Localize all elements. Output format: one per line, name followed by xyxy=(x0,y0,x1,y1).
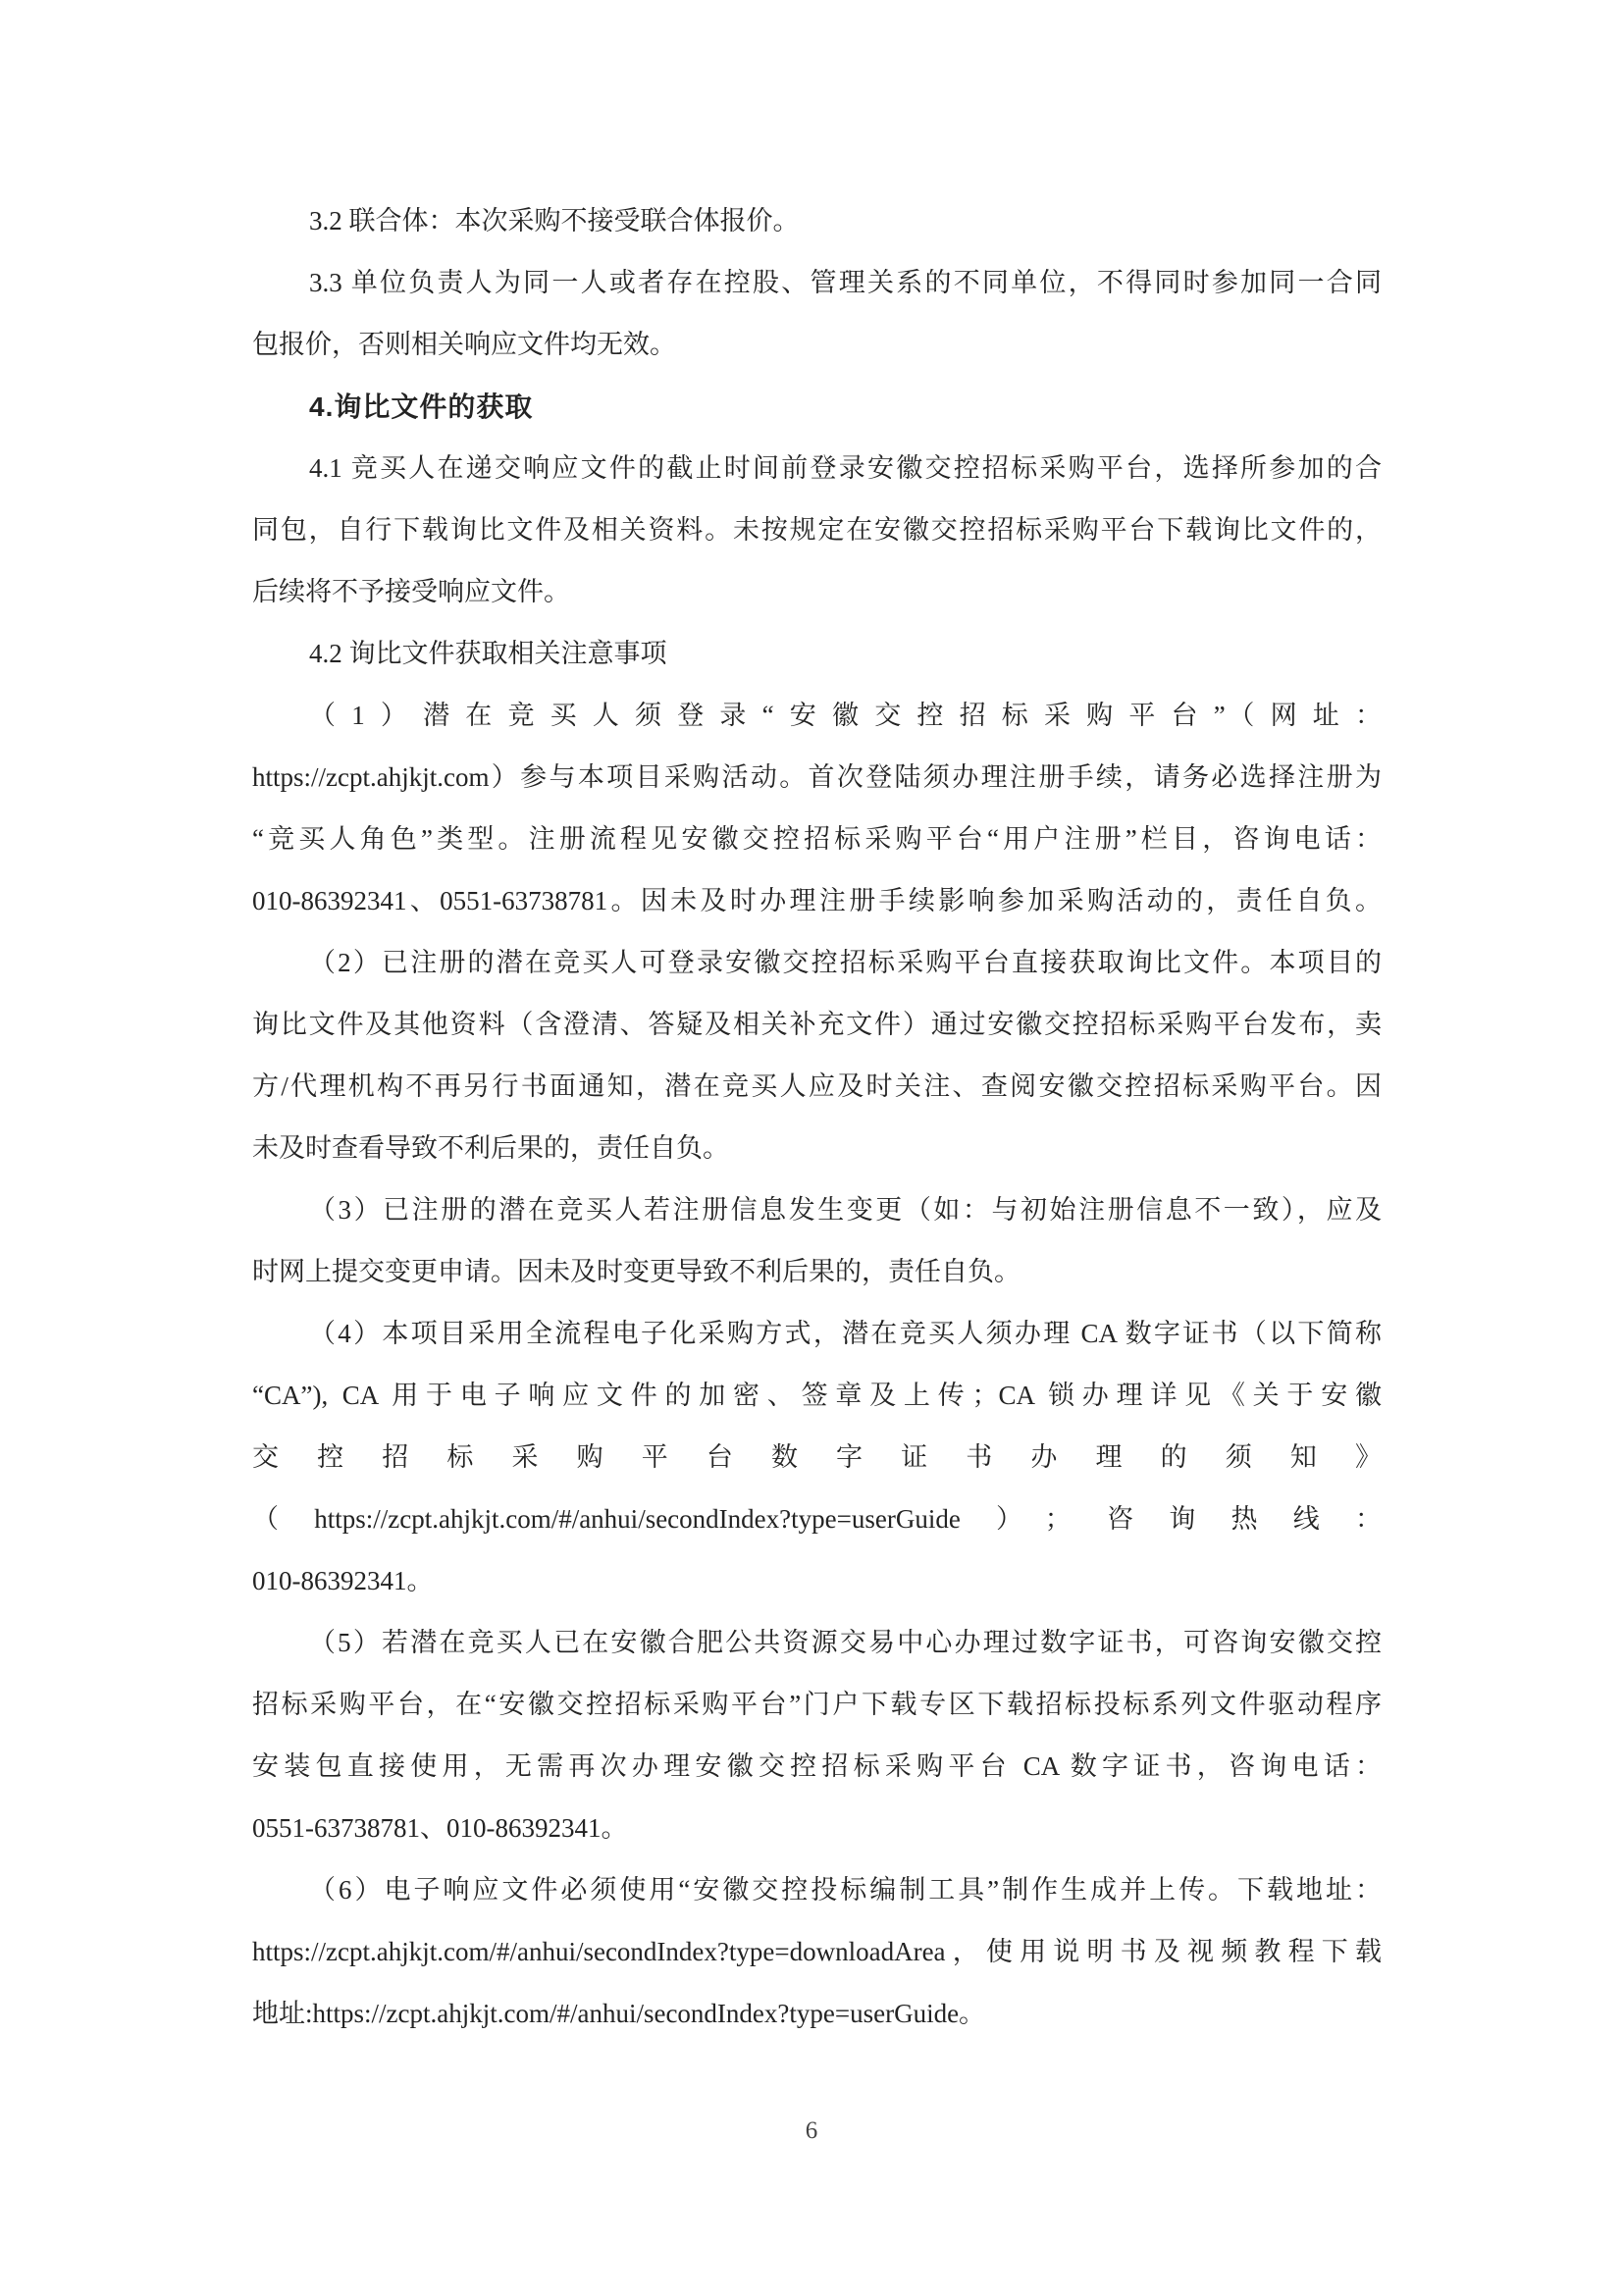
text-line-phone: 010-86392341。 xyxy=(252,1566,434,1595)
text-line-url: （https://zcpt.ahjkjt.com/#/anhui/secondIndex?type=userGuide）；咨询热线： xyxy=(252,1504,1382,1534)
text-line-url: https://zcpt.ahjkjt.com）参与本项目采购活动。首次登陆须办理注册手续，请务必选择注册为 xyxy=(252,762,1382,792)
text-line-item-5: （5）若潜在竞买人已在安徽合肥公共资源交易中心办理过数字证书，可咨询安徽交控 xyxy=(309,1628,1382,1657)
text-line: 交控招标采购平台数字证书办理的须知》 xyxy=(252,1442,1382,1472)
text-line-item-2: （2）已注册的潜在竞买人可登录安徽交控招标采购平台直接获取询比文件。本项目的 xyxy=(309,948,1382,977)
text-line-url: https://zcpt.ahjkjt.com/#/anhui/secondIndex?type=downloadArea，使用说明书及视频教程下载 xyxy=(252,1937,1382,1966)
text-line-item-6: （6）电子响应文件必须使用“安徽交控投标编制工具”制作生成并上传。下载地址： xyxy=(309,1875,1382,1905)
document-body xyxy=(252,190,1382,2045)
text-line: 时网上提交变更申请。因未及时变更导致不利后果的，责任自负。 xyxy=(252,1257,1021,1286)
text-line-item-4: （4）本项目采用全流程电子化采购方式，潜在竞买人须办理 CA 数字证书（以下简称 xyxy=(309,1319,1382,1348)
text-line-clause-4-2: 4.2 询比文件获取相关注意事项 xyxy=(309,639,667,668)
text-line: 包报价，否则相关响应文件均无效。 xyxy=(252,330,676,359)
text-line-clause-3-3: 3.3 单位负责人为同一人或者存在控股、管理关系的不同单位，不得同时参加同一合同 xyxy=(309,268,1382,297)
text-line-phone: 010-86392341、0551-63738781。因未及时办理注册手续影响参加采购活动的，责任自负。 xyxy=(252,886,1382,915)
section-heading-4: 4.询比文件的获取 xyxy=(309,391,534,422)
text-line: 安装包直接使用，无需再次办理安徽交控招标采购平台 CA 数字证书，咨询电话： xyxy=(252,1751,1382,1781)
text-line: 未及时查看导致不利后果的，责任自负。 xyxy=(252,1133,729,1163)
text-line: 方/代理机构不再另行书面通知，潜在竞买人应及时关注、查阅安徽交控招标采购平台。因 xyxy=(252,1071,1382,1101)
page-number: 6 xyxy=(805,2117,818,2144)
text-line: 询比文件及其他资料（含澄清、答疑及相关补充文件）通过安徽交控招标采购平台发布，卖 xyxy=(252,1010,1382,1039)
text-line: 招标采购平台，在“安徽交控招标采购平台”门户下载专区下载招标投标系列文件驱动程序 xyxy=(252,1690,1382,1719)
text-line-clause-3-2: 3.2 联合体：本次采购不接受联合体报价。 xyxy=(309,206,800,235)
text-line-url: 地址:https://zcpt.ahjkjt.com/#/anhui/secondIndex?type=userGuide。 xyxy=(252,1999,986,2028)
text-line: “竞买人角色”类型。注册流程见安徽交控招标采购平台“用户注册”栏目，咨询电话： xyxy=(252,824,1382,854)
text-line-item-1: （1）潜在竞买人须登录“安徽交控招标采购平台”（网址： xyxy=(309,701,1382,730)
text-line-item-3: （3）已注册的潜在竞买人若注册信息发生变更（如：与初始注册信息不一致），应及 xyxy=(309,1195,1382,1225)
text-line-clause-4-1: 4.1 竞买人在递交响应文件的截止时间前登录安徽交控招标采购平台，选择所参加的合 xyxy=(309,453,1382,483)
text-line: “CA”), CA 用于电子响应文件的加密、签章及上传；CA 锁办理详见《关于安徽 xyxy=(252,1381,1382,1410)
text-line: 后续将不予接受响应文件。 xyxy=(252,577,570,606)
text-line: 同包，自行下载询比文件及相关资料。未按规定在安徽交控招标采购平台下载询比文件的， xyxy=(252,515,1382,545)
text-line-phone: 0551-63738781、010-86392341。 xyxy=(252,1813,628,1843)
